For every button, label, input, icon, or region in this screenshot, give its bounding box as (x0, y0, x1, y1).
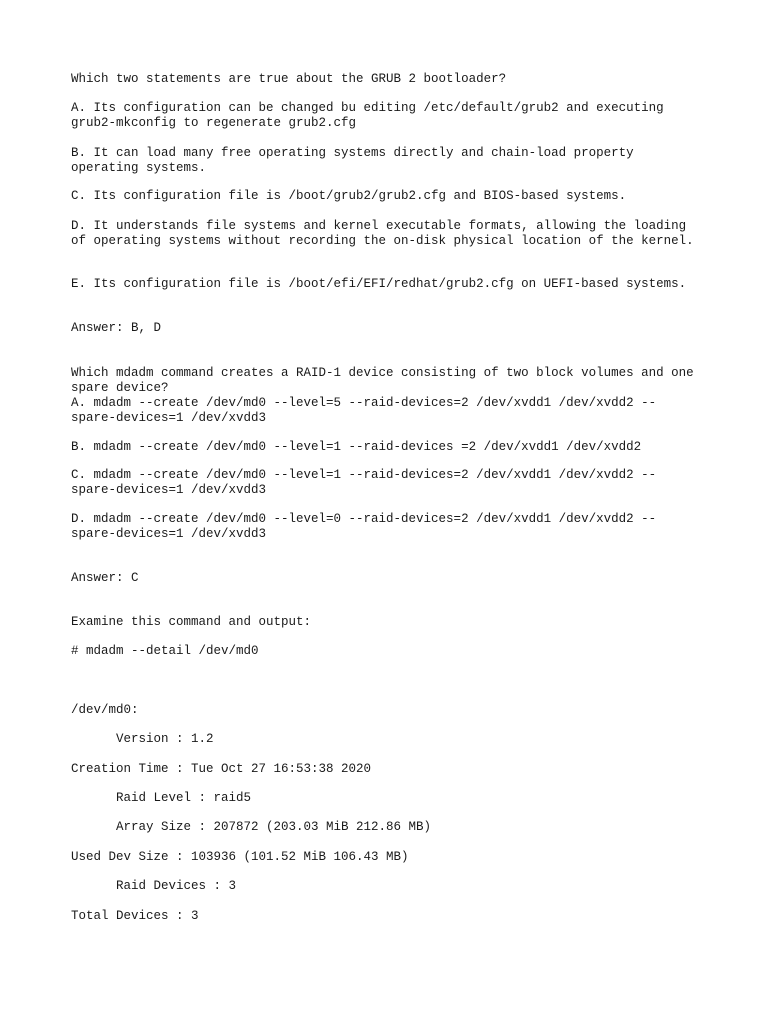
q2-question-line-1: Which mdadm command creates a RAID-1 device consisting of two block volumes and one (71, 366, 694, 380)
q3-device: /dev/md0: (71, 703, 139, 717)
q3-version: Version : 1.2 (116, 732, 214, 746)
q3-command: # mdadm --detail /dev/md0 (71, 644, 259, 658)
q2-option-d-line-1: D. mdadm --create /dev/md0 --level=0 --raid-devices=2 /dev/xvdd1 /dev/xvdd2 -- (71, 512, 657, 526)
q3-array-size: Array Size : 207872 (203.03 MiB 212.86 MB) (116, 820, 432, 834)
q1-option-b-line-2: operating systems. (71, 161, 207, 175)
q2-option-d-line-2: spare-devices=1 /dev/xvdd3 (71, 527, 267, 541)
q3-total-devices: Total Devices : 3 (71, 909, 199, 923)
q3-raid-level: Raid Level : raid5 (116, 791, 252, 805)
q1-option-d-line-2: of operating systems without recording the on-disk physical location of the kernel. (71, 234, 694, 248)
q2-question-line-2: spare device? (71, 381, 169, 395)
q2-option-b: B. mdadm --create /dev/md0 --level=1 --raid-devices =2 /dev/xvdd1 /dev/xvdd2 (71, 440, 642, 454)
q2-option-a-line-2: spare-devices=1 /dev/xvdd3 (71, 411, 267, 425)
q2-option-c-line-1: C. mdadm --create /dev/md0 --level=1 --raid-devices=2 /dev/xvdd1 /dev/xvdd2 -- (71, 468, 657, 482)
q1-option-a-line-2: grub2-mkconfig to regenerate grub2.cfg (71, 116, 357, 130)
q1-option-d-line-1: D. It understands file systems and kernel executable formats, allowing the loading (71, 219, 687, 233)
q1-option-b-line-1: B. It can load many free operating systems directly and chain-load property (71, 146, 634, 160)
q1-option-a-line-1: A. Its configuration can be changed bu editing /etc/default/grub2 and executing (71, 101, 664, 115)
q3-creation-time: Creation Time : Tue Oct 27 16:53:38 2020 (71, 762, 372, 776)
q3-raid-devices: Raid Devices : 3 (116, 879, 237, 893)
q1-option-c: C. Its configuration file is /boot/grub2/grub2.cfg and BIOS-based systems. (71, 189, 627, 203)
q1-question: Which two statements are true about the GRUB 2 bootloader? (71, 72, 507, 86)
q1-answer: Answer: B, D (71, 321, 162, 335)
q2-option-c-line-2: spare-devices=1 /dev/xvdd3 (71, 483, 267, 497)
q3-intro: Examine this command and output: (71, 615, 312, 629)
q2-answer: Answer: C (71, 571, 139, 585)
q2-option-a-line-1: A. mdadm --create /dev/md0 --level=5 --raid-devices=2 /dev/xvdd1 /dev/xvdd2 -- (71, 396, 657, 410)
q3-used-dev-size: Used Dev Size : 103936 (101.52 MiB 106.43 MB) (71, 850, 409, 864)
q1-option-e: E. Its configuration file is /boot/efi/EFI/redhat/grub2.cfg on UEFI-based systems. (71, 277, 687, 291)
